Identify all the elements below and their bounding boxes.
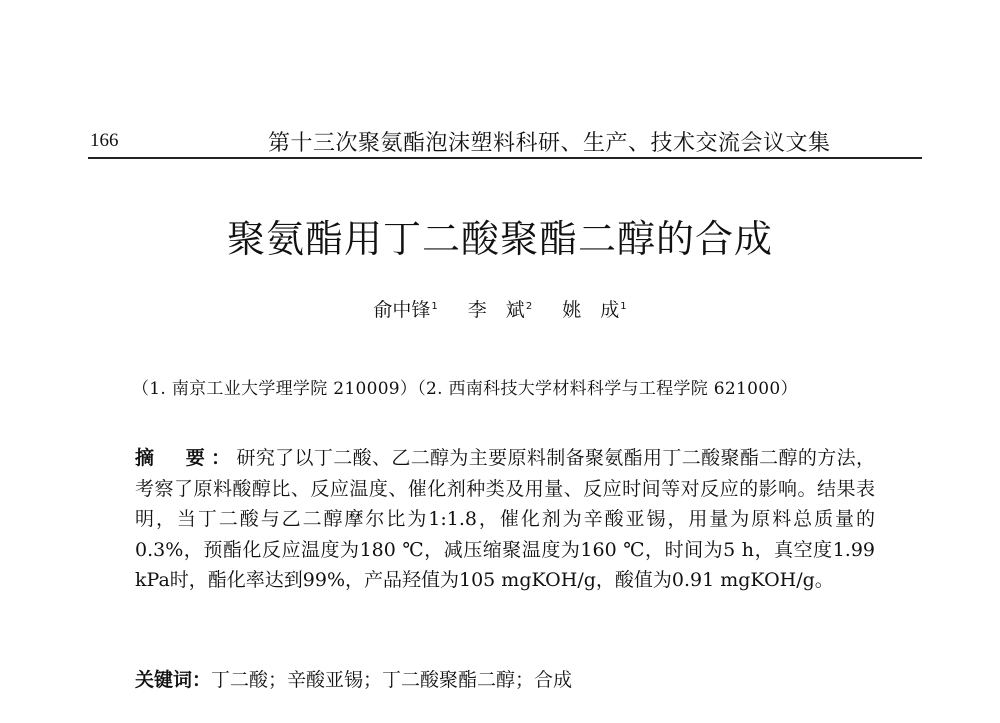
affiliation-mark: 2 [525, 300, 533, 312]
abstract-label: 摘 要： [135, 447, 237, 469]
author-name: 李 斌 [467, 299, 525, 321]
author-name: 俞中锋 [373, 299, 431, 321]
affiliations: （1. 南京工业大学理学院 210009）（2. 西南科技大学材料科学与工程学院 621000） [132, 379, 798, 399]
author [373, 299, 437, 321]
keywords [135, 665, 572, 692]
page-number: 166 [90, 130, 119, 151]
author-list [0, 295, 1000, 322]
affiliation-mark: 1 [620, 300, 627, 312]
abstract-text: 研究了以丁二酸、乙二醇为主要原料制备聚氨酯用丁二酸聚酯二醇的方法，考察了原料酸醇比、反应温度、催化剂种类及用量、反应时间等对反应的影响。结果表明，当丁二酸与乙二醇摩尔比为1:1.8，催化剂为辛酸亚锡，用量为原料总质量的0.3%，预酯化反应温度为180 ℃，减压缩聚温度为160 ℃，时间为5 h，真空度1.99 kPa时，酯化率达到99%，产品羟值为105 mgKOH/g，酸值为0.91 mgKOH/g。 [135, 447, 875, 591]
author [468, 299, 532, 321]
page-header [88, 118, 920, 158]
abstract [135, 443, 875, 596]
article-title: 聚氨酯用丁二酸聚酯二醇的合成 [226, 217, 773, 261]
keywords-text: 丁二酸；辛酸亚锡；丁二酸聚酯二醇；合成 [211, 669, 573, 691]
affiliation-mark: 1 [431, 300, 438, 312]
keywords-label: 关键词： [135, 669, 212, 691]
header-divider [88, 157, 922, 159]
author-name: 姚 成 [562, 299, 620, 321]
running-title: 第十三次聚氨酯泡沫塑料科研、生产、技术交流会议文集 [268, 131, 831, 156]
author [562, 299, 626, 321]
